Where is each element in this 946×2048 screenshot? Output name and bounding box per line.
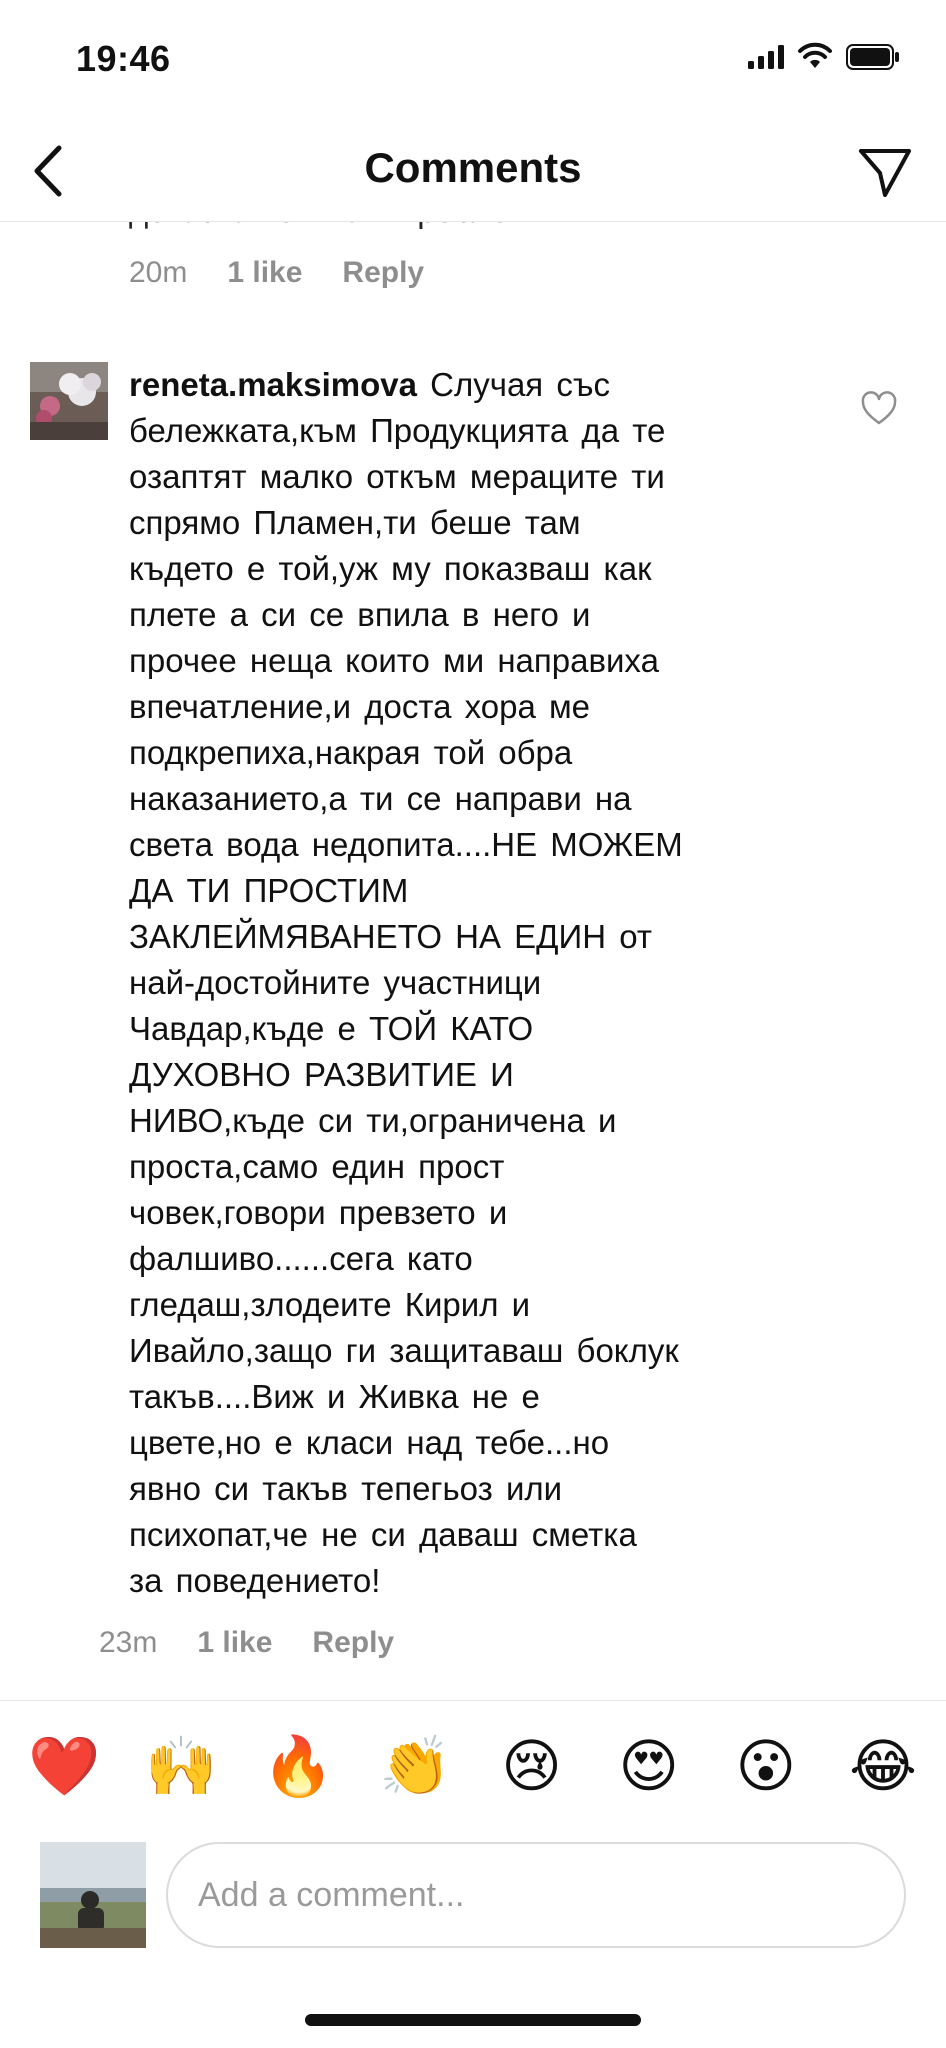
header <box>0 120 946 222</box>
share-button[interactable] <box>850 138 920 208</box>
comment-line: цвете,но е класи над тебе...но <box>129 1424 610 1461</box>
battery-icon <box>846 44 900 70</box>
comment-line: ЗАКЛЕЙМЯВАНЕТО НА ЕДИН от <box>129 918 652 955</box>
status-time: 19:46 <box>76 38 171 79</box>
comment-line: такъв....Виж и Живка не е <box>129 1378 540 1415</box>
status-icons <box>748 44 900 70</box>
previous-comment-meta <box>129 256 424 290</box>
comment-line: явно си такъв тепегьоз или <box>129 1470 563 1507</box>
comment-line: озаптят малко откъм мераците ти <box>129 458 665 495</box>
comment-line: Ивайло,защо ги защитаваш боклук <box>129 1332 679 1369</box>
status-bar <box>0 0 946 120</box>
comment-line: подкрепиха,накрая той обра <box>129 734 573 771</box>
emoji-cry-button[interactable]: 😢 <box>501 1731 562 1800</box>
avatar <box>40 1842 146 1948</box>
comment-like-button[interactable] <box>860 390 898 428</box>
reply-button[interactable]: Reply <box>342 256 425 289</box>
comments-list[interactable] <box>0 222 946 1700</box>
comment-line: прочее неща които ми направиха <box>129 642 659 679</box>
comment-meta <box>99 1626 394 1660</box>
emoji-raised-hands-button[interactable]: 🙌 <box>145 1731 218 1800</box>
comment-line: Чавдар,къде е ТОЙ КАТО <box>129 1010 534 1047</box>
reply-button[interactable]: Reply <box>312 1626 395 1659</box>
comment-line: плете а си се впила в него и <box>129 596 591 633</box>
signal-icon <box>748 45 784 69</box>
comment-line: фалшиво......сега като <box>129 1240 473 1277</box>
comment-line: света вода недопита....НЕ МОЖЕМ <box>129 826 683 863</box>
comment-line: психопат,че не си даваш сметка <box>129 1516 637 1553</box>
emoji-heart-eyes-button[interactable]: 😍 <box>618 1731 679 1800</box>
avatar[interactable] <box>30 362 108 440</box>
comment-line: НИВО,къде си ти,ограничена и <box>129 1102 617 1139</box>
comment-line: за поведението! <box>129 1562 381 1599</box>
comment-time: 20m <box>129 256 188 289</box>
comment-line: ДА ТИ ПРОСТИМ <box>129 872 409 909</box>
comment-input[interactable] <box>166 1842 906 1948</box>
emoji-reaction-bar <box>0 1700 946 1830</box>
comment-line: където е той,уж му показваш как <box>129 550 652 587</box>
comment-line: ДУХОВНО РАЗВИТИЕ И <box>129 1056 514 1093</box>
home-indicator[interactable] <box>305 2014 641 2026</box>
comment-composer <box>0 1830 946 1960</box>
paper-plane-icon <box>857 147 913 199</box>
page-title: Comments <box>364 144 582 191</box>
like-count[interactable]: 1 like <box>227 256 303 289</box>
like-count[interactable]: 1 like <box>197 1626 273 1659</box>
emoji-laugh-button[interactable]: 😂 <box>849 1731 917 1800</box>
comment-username[interactable]: reneta.maksimova <box>129 366 417 403</box>
comment-line: впечатление,и доста хора ме <box>129 688 591 725</box>
comment-line: проста,само един прост <box>129 1148 505 1185</box>
emoji-fire-button[interactable]: 🔥 <box>262 1731 335 1800</box>
comment-line: най-достойните участници <box>129 964 542 1001</box>
comment-line: спрямо Пламен,ти беше там <box>129 504 581 541</box>
comment-text <box>129 362 844 1604</box>
comment-time: 23m <box>99 1626 158 1659</box>
wifi-icon <box>798 44 832 70</box>
heart-outline-icon <box>860 390 898 428</box>
comment-line: reneta.maksimova Случая със <box>129 366 610 403</box>
comment-line: бележката,към Продукцията да те <box>129 412 666 449</box>
emoji-heart-button[interactable]: ❤️ <box>28 1731 101 1800</box>
emoji-surprised-button[interactable]: 😮 <box>735 1731 797 1800</box>
comment-line: наказанието,а ти се направи на <box>129 780 632 817</box>
emoji-clap-button[interactable]: 👏 <box>379 1731 452 1800</box>
comment-line: гледаш,злодеите Кирил и <box>129 1286 531 1323</box>
comment-line: човек,говори превзето и <box>129 1194 508 1231</box>
